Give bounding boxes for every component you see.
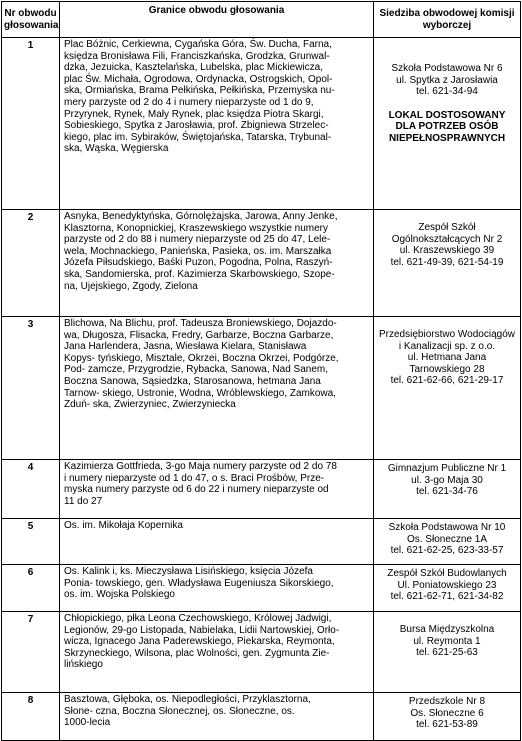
commission-seat	[374, 317, 521, 460]
boundary-line: Sobieskiego, Spytka z Jarosławia, prof. Zbigniewa Strzelec-	[64, 120, 329, 132]
boundary-line: ska, Ormiańska, Brama Pełkińska, Pełkińska, Przemyska nu-	[64, 85, 335, 97]
boundary-line: wela, Mochnackiego, Panieńska, Pasieka, os. im. Marszałka	[64, 245, 332, 257]
boundary-line: os. im. Wojska Polskiego	[64, 589, 175, 601]
boundary-line: Kazimierza Gottfrieda, 3-go Maja numery parzyste od 2 do 78	[64, 461, 337, 472]
district-boundaries	[60, 519, 374, 565]
seat-line: ul. 3-go Maja 30	[411, 474, 483, 486]
boundary-line: Plac Bóżnic, Cerkiewna, Cygańska Góra, Św. Ducha, Farna,	[64, 39, 332, 50]
table-row	[2, 693, 521, 741]
boundary-line: Blichowa, Na Blichu, prof. Tadeusza Broniewskiego, Dojazdo-	[64, 318, 337, 329]
table-row	[2, 210, 521, 317]
commission-seat	[374, 460, 521, 519]
table-row	[2, 38, 521, 210]
boundary-line: Boczna Sanowa, Sąsiedzka, Starosanowa, hetmana Jana	[64, 375, 321, 387]
district-boundaries	[60, 38, 374, 210]
district-boundaries	[60, 565, 374, 612]
seat-line: tel. 621-34-94	[416, 86, 478, 98]
boundary-line: Kopys- tyńskiego, Misztale, Okrzei, Boczna Okrzei, Podgórze,	[64, 352, 339, 364]
district-number: 1	[2, 38, 60, 210]
boundary-line: Pod- zamcze, Przygrodzie, Rybacka, Sanowa, Nad Sanem,	[64, 364, 329, 376]
district-number: 2	[2, 210, 60, 317]
seat-line: Tarnowskiego 28	[409, 363, 485, 375]
seat-line: ul. Reymonta 1	[413, 635, 481, 647]
boundary-line: Józefa Piłsudskiego, Baśki Puzon, Pogodna, Polna, Raszyń-	[64, 257, 333, 269]
seat-line: Ogólnokształcących Nr 2	[391, 233, 503, 245]
boundary-line: ska, Wąska, Węgierska	[64, 143, 169, 155]
boundary-line: Os. Kalink i, ks. Mieczysława Lisińskiego, księcia Józefa	[64, 566, 313, 577]
boundary-line: 1000-lecia	[64, 717, 111, 729]
boundary-line: Zduń- ska, Zwierzyniec, Zwierzyniecka	[64, 399, 236, 411]
boundary-line: mery parzyste od 2 do 4 i numery nieparzyste od 1 do 9,	[64, 96, 314, 108]
seat-line: Ul. Poniatowskiego 23	[397, 579, 497, 591]
boundary-line: i numery nieparzyste od 1 do 47, o s. Braci Prośbów, Prze-	[64, 472, 325, 484]
notice-line: LOKAL DOSTOSOWANY	[388, 109, 506, 121]
boundary-line: parzyste od 2 do 88 i numery nieparzyste od 25 do 47, Lele-	[64, 234, 331, 246]
commission-seat	[374, 693, 521, 741]
seat-line: Os. Słoneczne 6	[410, 707, 484, 719]
seat-line: Szkoła Podstawowa Nr 10	[388, 522, 506, 533]
commission-seat	[374, 38, 521, 210]
district-boundaries	[60, 210, 374, 317]
district-boundaries	[60, 317, 374, 460]
boundary-line: myska numery parzyste od 6 do 22 i numery nieparzyste od	[64, 484, 329, 496]
seat-line: Przedsiębiorstwo Wodociągów	[379, 329, 515, 340]
seat-line: tel. 621-62-25, 623-33-57	[390, 545, 504, 557]
boundary-line: wicza, Ignacego Jana Paderewskiego, Piekarska, Reymonta,	[64, 636, 335, 648]
table-row	[2, 460, 521, 519]
boundary-line: Basztowa, Głęboka, os. Niepodległości, Przyklasztorna,	[64, 694, 311, 705]
boundary-line: księdza Bronisława Fili, Franciszkańska, Grodzka, Grunwal-	[64, 50, 330, 62]
seat-line: tel. 621-25-63	[416, 647, 478, 659]
district-number: 5	[2, 519, 60, 565]
boundary-line: Legionów, 29-go Listopada, Nabielaka, Lidii Nartowskiej, Orło-	[64, 624, 340, 636]
boundary-line: Tarnow- skiego, Ustronie, Wodna, Wróblewskiego, Zamkowa,	[64, 387, 336, 399]
boundary-line: kiego, plac im. Sybiraków, Świętojańska, Tatarska, Trybunal-	[64, 131, 332, 143]
table-header-row	[2, 2, 521, 38]
district-boundaries	[60, 612, 374, 693]
header-commission-seat: Siedziba obwodowej komisji wyborczej	[374, 2, 521, 38]
district-number: 4	[2, 460, 60, 519]
seat-line: ul. Kraszewskiego 39	[399, 245, 495, 257]
boundary-line: Ponia- towskiego, gen. Władysława Eugeniusza Sikorskiego,	[64, 577, 334, 589]
boundary-line: lińskiego	[64, 659, 103, 671]
seat-line: Os. Słoneczne 1A	[406, 533, 488, 545]
boundary-line: 11 do 27	[64, 495, 103, 507]
district-number: 8	[2, 693, 60, 741]
commission-seat	[374, 612, 521, 693]
table-row	[2, 519, 521, 565]
district-number: 7	[2, 612, 60, 693]
electoral-districts-table	[1, 1, 521, 741]
district-number: 6	[2, 565, 60, 612]
boundary-line: Klasztorna, Konopnickiej, Kraszewskiego wszystkie numery	[64, 222, 328, 234]
seat-line: tel. 621-53-89	[416, 719, 478, 731]
seat-line: Gimnazjum Publiczne Nr 1	[387, 463, 507, 474]
seat-line: tel. 621-62-66, 621-29-17	[390, 375, 504, 387]
commission-seat	[374, 519, 521, 565]
commission-seat	[374, 210, 521, 317]
header-district-number: Nr obwodu głosowania	[2, 2, 60, 38]
boundary-line: Skrzyneckiego, Wilsona, plac Wolności, gen. Zygmunta Zie-	[64, 647, 330, 659]
table-row	[2, 612, 521, 693]
table-row	[2, 565, 521, 612]
seat-line: Zespół Szkół Budowlanych	[387, 568, 507, 579]
boundary-line: Jana Harlendera, Jasna, Wiesława Kielara, Stanisława	[64, 341, 307, 353]
district-boundaries	[60, 460, 374, 519]
seat-line: Bursa Międzyszkolna	[399, 624, 495, 635]
boundary-line: Słone- czna, Boczna Słonecznej, os. Słoneczne, os.	[64, 705, 295, 717]
seat-line: Szkoła Podstawowa Nr 6	[391, 63, 503, 74]
seat-line: tel. 621-62-71, 621-34-82	[390, 591, 504, 603]
seat-line: ul. Spytka z Jarosławia	[396, 74, 498, 86]
boundary-line: plac Św. Michała, Ogrodowa, Ordynacka, Ostrogskich, Opol-	[64, 73, 333, 85]
seat-line: ul. Hetmana Jana	[407, 352, 487, 364]
seat-line: Przedszkole Nr 8	[408, 696, 486, 707]
boundary-line: ska, Sandomierska, prof. Kazimierza Skarbowskiego, Szope-	[64, 268, 335, 280]
notice-line: NIEPEŁNOSPRAWNYCH	[388, 132, 506, 144]
seat-line: tel. 621-34-76	[416, 486, 478, 498]
district-boundaries	[60, 693, 374, 741]
commission-seat	[374, 565, 521, 612]
seat-line: tel. 621-49-39, 621-54-19	[390, 256, 504, 268]
header-boundaries: Granice obwodu głosowania	[60, 2, 374, 38]
boundary-line: Os. im. Mikołaja Kopernika	[64, 520, 183, 531]
boundary-line: dzka, Jezuicka, Kasztelańska, Lubelska, plac Mickiewicza,	[64, 62, 324, 74]
boundary-line: Asnyka, Benedyktyńska, Górnolężajska, Jarowa, Anny Jenke,	[64, 211, 338, 222]
notice-line: DLA POTRZEB OSÓB	[395, 121, 499, 133]
boundary-line: wa, Długosza, Flisacka, Fredry, Garbarze, Boczna Garbarze,	[64, 329, 334, 341]
table-row	[2, 317, 521, 460]
seat-line: i Kanalizacji sp. z o.o.	[398, 340, 496, 352]
boundary-line: Chłopickiego, płka Leona Czechowskiego, Królowej Jadwigi,	[64, 613, 332, 624]
district-number: 3	[2, 317, 60, 460]
boundary-line: Przyrynek, Rynek, Mały Rynek, plac księdza Piotra Skargi,	[64, 108, 324, 120]
boundary-line: na, Ujejskiego, Zgody, Zielona	[64, 280, 198, 292]
accessibility-notice	[377, 110, 517, 145]
seat-line: Zespół Szkół	[418, 222, 476, 233]
